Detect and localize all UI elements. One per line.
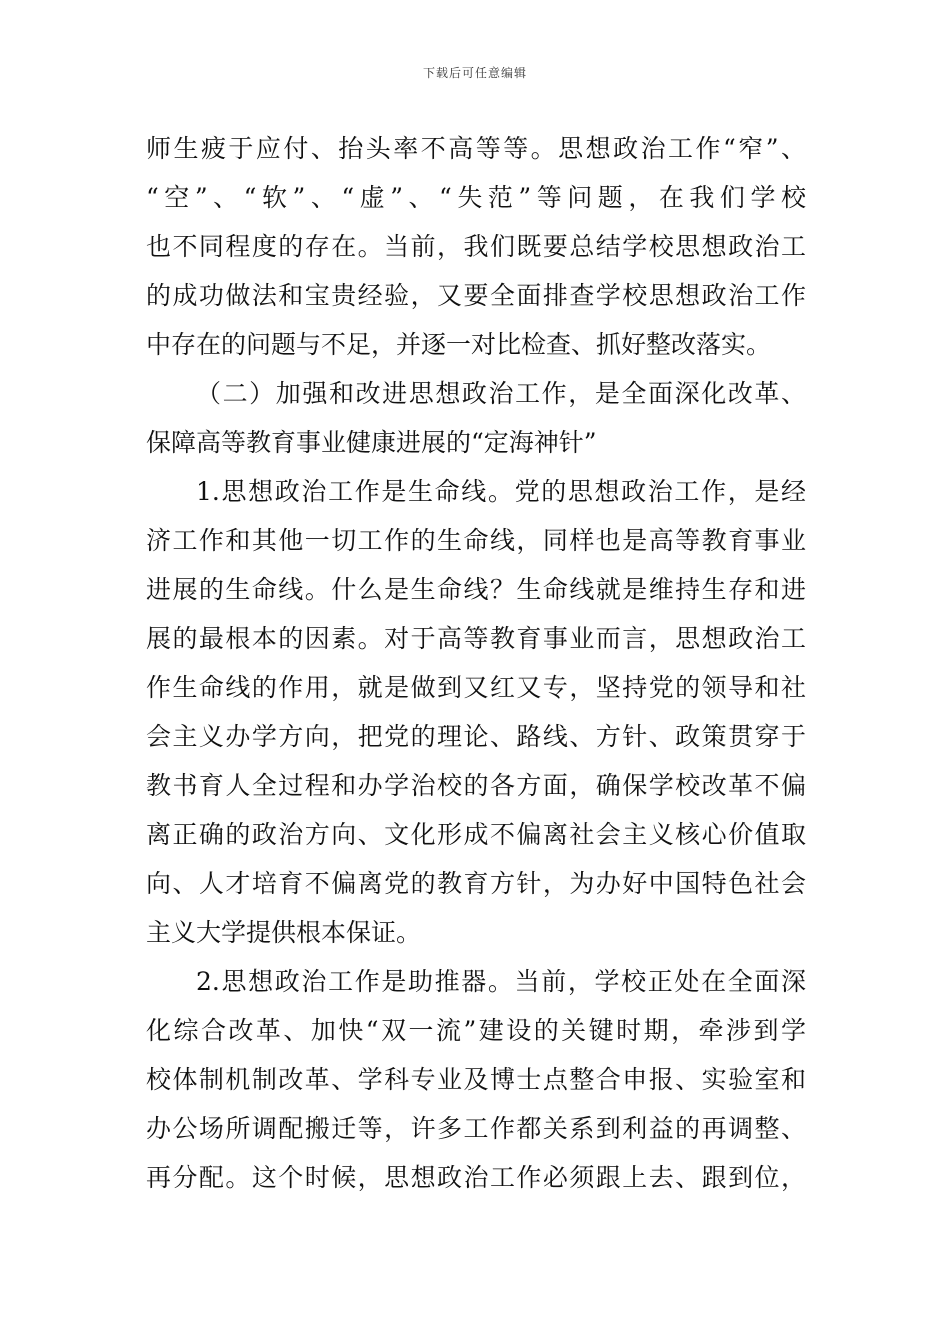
text-line: 也不同程度的存在。当前，我们既要总结学校思想政治工: [146, 232, 806, 261]
text-line: 展的最根本的因素。对于高等教育事业而言，思想政治工: [146, 624, 806, 653]
section-heading-line: （二）加强和改进思想政治工作，是全面深化改革、: [196, 379, 806, 408]
page-header-note: 下载后可任意编辑: [422, 66, 527, 80]
text-line: 1.思想政治工作是生命线。党的思想政治工作，是经: [196, 477, 806, 506]
text-line: 作生命线的作用，就是做到又红又专，坚持党的领导和社: [146, 673, 806, 702]
text-line: 的成功做法和宝贵经验，又要全面排查学校思想政治工作: [146, 281, 806, 310]
text-line: 中存在的问题与不足，并逐一对比检查、抓好整改落实。: [146, 330, 772, 359]
text-line: 离正确的政治方向、文化形成不偏离社会主义核心价值取: [146, 820, 806, 849]
text-line: 化综合改革、加快“双一流”建设的关键时期，牵涉到学: [146, 1016, 806, 1045]
text-line: 向、人才培育不偏离党的教育方针，为办好中国特色社会: [146, 869, 806, 898]
section-heading-line: 保障高等教育事业健康进展的“定海神针”: [146, 428, 597, 457]
text-line: 进展的生命线。什么是生命线？生命线就是维持生存和进: [146, 575, 806, 604]
text-line: 济工作和其他一切工作的生命线，同样也是高等教育事业: [146, 526, 806, 555]
text-line: 办公场所调配搬迁等，许多工作都关系到利益的再调整、: [146, 1114, 806, 1143]
text-line: 教书育人全过程和办学治校的各方面，确保学校改革不偏: [146, 771, 806, 800]
text-line: 校体制机制改革、学科专业及博士点整合申报、实验室和: [146, 1065, 806, 1094]
text-line: 会主义办学方向，把党的理论、路线、方针、政策贯穿于: [146, 722, 806, 751]
text-line: 2.思想政治工作是助推器。当前，学校正处在全面深: [196, 967, 806, 996]
text-line: 再分配。这个时候，思想政治工作必须跟上去、跟到位，: [146, 1163, 806, 1192]
text-line: 师生疲于应付、抬头率不高等等。思想政治工作“窄”、: [146, 134, 806, 163]
text-line: 主义大学提供根本保证。: [146, 918, 422, 947]
text-line: “空”、“软”、“虚”、“失范”等问题，在我们学校: [146, 183, 806, 212]
document-body: [146, 124, 806, 1202]
